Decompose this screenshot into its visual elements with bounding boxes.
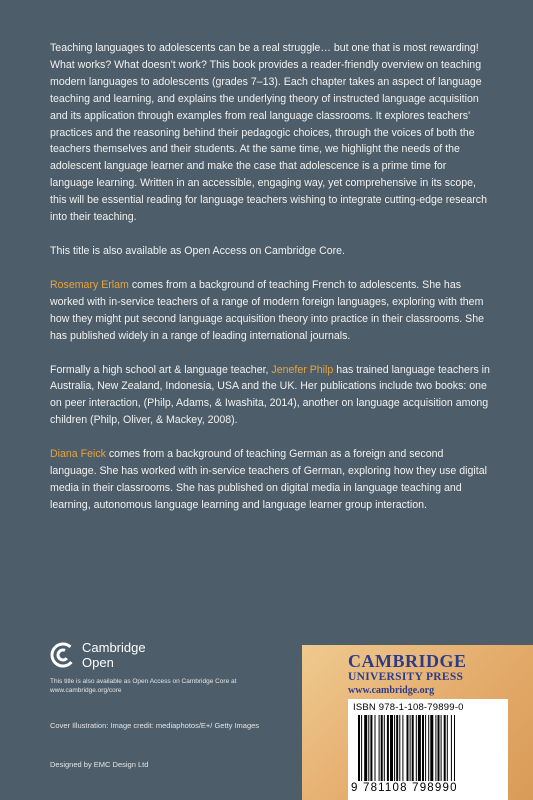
- ean-number: 9 781108 798990: [351, 782, 458, 794]
- author-name: Diana Feick: [50, 448, 106, 461]
- author-bio-erlam: Rosemary Erlam comes from a background of teaching French to adolescents. She has worked with in-service teachers of a range of modern foreign languages, exploring with them how they might put second language acquisition theory into practice in their classrooms. She has published widely in a range of leading international journals.: [50, 278, 484, 342]
- cover-illustration-credit: Cover Illustration: Image credit: mediaphotos/E+/ Getty Images: [50, 721, 260, 730]
- author-bio-philp: Formally a high school art & language teacher, Jenefer Philp has trained language teachers in Australia, New Zealand, Indonesia, USA and the UK. Her publications include two books: one on peer interaction, (Philp, Adams, & Iwashita, 2014), another on language acquisition among children (Philp, Oliver, & Mackey, 2008).: [50, 363, 490, 427]
- design-credit: Designed by EMC Design Ltd: [50, 760, 149, 769]
- logo-line-1: Cambridge: [82, 640, 146, 655]
- publisher-url: www.cambridge.org: [348, 685, 435, 696]
- barcode-icon: [358, 715, 498, 781]
- open-access-note: This title is also available as Open Access on Cambridge Core at www.cambridge.org/core: [50, 678, 237, 694]
- publisher-name: CAMBRIDGE: [348, 651, 467, 671]
- cambridge-open-logo: [50, 640, 146, 670]
- barcode-box: [348, 699, 508, 800]
- open-access-icon: [50, 640, 76, 670]
- author-name: Rosemary Erlam: [50, 278, 129, 291]
- publisher-panel: [302, 645, 533, 800]
- open-access-paragraph: This title is also available as Open Access on Cambridge Core.: [50, 244, 346, 257]
- publisher-subtitle: UNIVERSITY PRESS: [348, 671, 464, 683]
- author-bio-feick: Diana Feick comes from a background of teaching German as a foreign and second language. She has worked with in-service teachers of German, exploring how they use digital media in their classrooms. She has published on digital media in language teaching and learning, autonomous language learning and language learner group interaction.: [50, 448, 487, 511]
- description-paragraph: Teaching languages to adolescents can be a real struggle… but one that is most rewarding! What works? What doesn't work? This book provides a reader-friendly overview on teaching modern languages to adolescents (grades 7–13). Each chapter takes an aspect of language teaching and learning, and explains the underlying theory of instructed language acquisition and its application through examples from real language classrooms. It explores teachers' practices and the reasoning behind their pedagogic choices, through the voices of both the teachers themselves and their students. At the same time, we highlight the needs of the adolescent language learner and make the case that adolescence is a prime time for language learning. Written in an accessible, engaging way, yet comprehensive in its scope, this will be essential reading for language teachers wishing to integrate cutting-edge research into their teaching.: [50, 42, 487, 224]
- isbn-label: ISBN 978-1-108-79899-0: [353, 702, 464, 713]
- back-cover-blurb: [50, 40, 490, 531]
- logo-line-2: Open: [82, 655, 114, 670]
- author-name: Jenefer Philp: [271, 363, 334, 376]
